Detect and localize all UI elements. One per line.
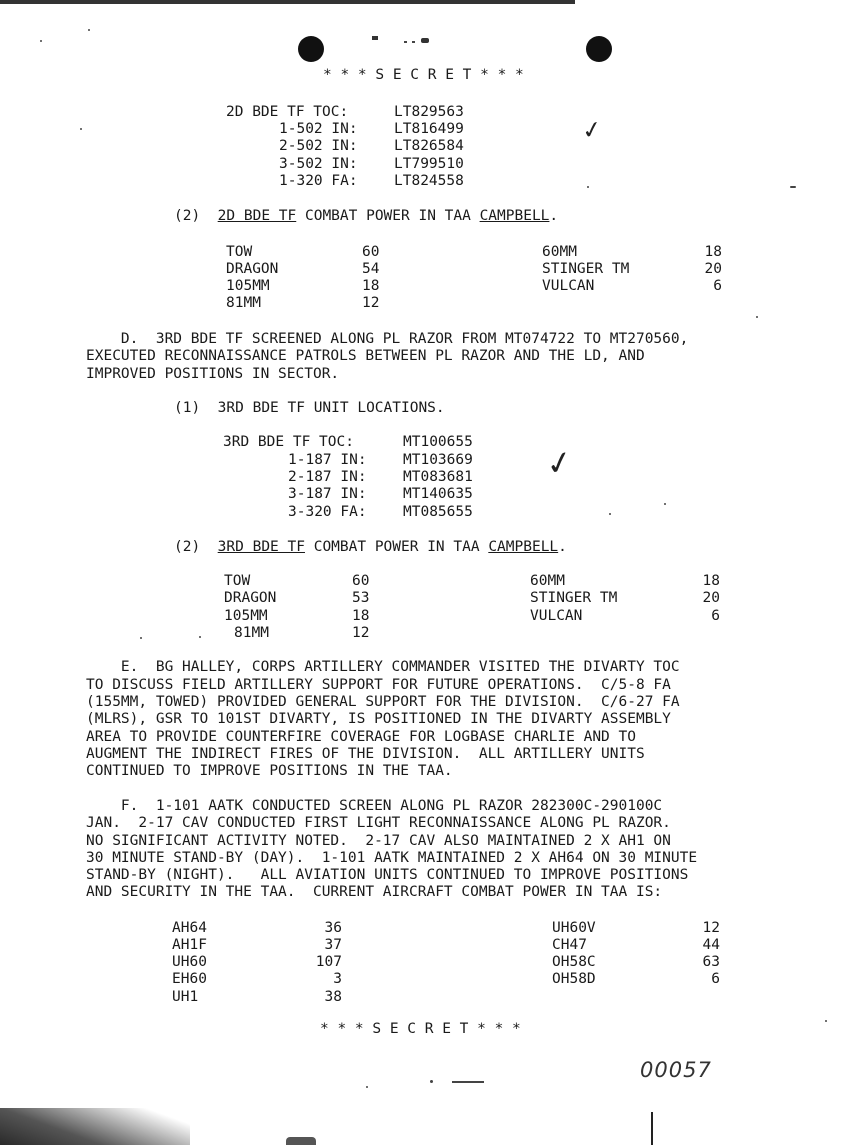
handwritten-check-mark: ✓	[579, 114, 605, 146]
location-unit: 3RD BDE TF TOC:	[223, 434, 354, 450]
paragraph-line: AUGMENT THE INDIRECT FIRES OF THE DIVISION. ALL ARTILLERY UNITS	[86, 746, 645, 762]
weapon-count: 18	[362, 278, 380, 294]
paragraph-line: EXECUTED RECONNAISSANCE PATROLS BETWEEN PL RAZOR AND THE LD, AND	[86, 348, 645, 364]
punch-hole-left	[298, 36, 324, 62]
aircraft-count: 37	[324, 937, 342, 953]
weapon-name: 105MM	[224, 608, 268, 624]
scan-speck	[140, 637, 142, 639]
location-unit: 3-502 IN:	[279, 156, 358, 172]
scan-mark	[452, 1081, 484, 1083]
aircraft-count: 36	[324, 920, 342, 936]
location-unit: 2-187 IN:	[288, 469, 367, 485]
location-grid: MT103669	[403, 452, 473, 468]
paragraph-line: F. 1-101 AATK CONDUCTED SCREEN ALONG PL RAZOR 282300C-290100C	[86, 798, 663, 814]
classification-footer: * * * S E C R E T * * *	[320, 1021, 521, 1037]
scan-speck	[372, 36, 378, 40]
aircraft-name: EH60	[172, 971, 207, 987]
scan-speck	[404, 41, 407, 43]
paragraph-line: (155MM, TOWED) PROVIDED GENERAL SUPPORT FOR THE DIVISION. C/6-27 FA	[86, 694, 680, 710]
weapon-name: VULCAN	[542, 278, 595, 294]
aircraft-name: UH1	[172, 989, 199, 1005]
bde3-location-heading	[174, 400, 445, 418]
paragraph-line: TO DISCUSS FIELD ARTILLERY SUPPORT FOR FUTURE OPERATIONS. C/5-8 FA	[86, 677, 671, 693]
aircraft-name: AH1F	[172, 937, 207, 953]
aircraft-count: 107	[315, 954, 342, 970]
location-grid: LT816499	[394, 121, 464, 137]
weapon-count: 6	[713, 278, 722, 294]
aircraft-count: 38	[324, 989, 342, 1005]
location-grid: LT826584	[394, 138, 464, 154]
aircraft-count: 12	[702, 920, 720, 936]
paragraph-line: (MLRS), GSR TO 101ST DIVARTY, IS POSITIONED IN THE DIVARTY ASSEMBLY	[86, 711, 671, 727]
paragraph-line: NO SIGNIFICANT ACTIVITY NOTED. 2-17 CAV ALSO MAINTAINED 2 X AH1 ON	[86, 833, 671, 849]
weapon-count: 18	[702, 573, 720, 589]
location-unit: 1-187 IN:	[288, 452, 367, 468]
location-unit: 2D BDE TF TOC:	[226, 104, 349, 120]
scan-speck	[88, 29, 90, 31]
location-unit: 2-502 IN:	[279, 138, 358, 154]
scan-speck	[587, 186, 589, 188]
heading-location: CAMPBELL	[488, 539, 559, 555]
heading-text: COMBAT POWER IN TAA	[304, 539, 489, 555]
scan-speck	[825, 1020, 827, 1022]
location-grid: MT140635	[403, 486, 473, 502]
weapon-count: 54	[362, 261, 380, 277]
paragraph-line: 30 MINUTE STAND-BY (DAY). 1-101 AATK MAINTAINED 2 X AH64 ON 30 MINUTE	[86, 850, 698, 866]
location-grid: MT085655	[403, 504, 473, 520]
weapon-count: 53	[352, 590, 370, 606]
paragraph-line: D. 3RD BDE TF SCREENED ALONG PL RAZOR FROM MT074722 TO MT270560,	[86, 331, 689, 347]
scan-speck	[421, 38, 429, 43]
aircraft-count: 3	[333, 971, 342, 987]
aircraft-count: 6	[711, 971, 720, 987]
weapon-count: 60	[352, 573, 370, 589]
punch-hole-right	[586, 36, 612, 62]
classification-header: * * * S E C R E T * * *	[323, 67, 524, 83]
scan-speck	[664, 503, 666, 505]
scan-speck	[790, 186, 796, 188]
page-number: 00057	[640, 1058, 712, 1082]
aircraft-name: UH60	[172, 954, 207, 970]
heading-location: CAMPBELL	[479, 208, 550, 224]
handwritten-check-mark: ✓	[542, 441, 577, 485]
weapon-name: 105MM	[226, 278, 270, 294]
location-grid: LT824558	[394, 173, 464, 189]
weapon-name: 81MM	[226, 295, 261, 311]
heading-unit: 2D BDE TF	[217, 208, 297, 224]
weapon-count: 60	[362, 244, 380, 260]
item-number: (1)	[174, 400, 201, 416]
weapon-name: 81MM	[234, 625, 269, 641]
scan-mark	[430, 1080, 433, 1083]
aircraft-name: CH47	[552, 937, 587, 953]
paragraph-line: IMPROVED POSITIONS IN SECTOR.	[86, 366, 340, 382]
paragraph-line: AREA TO PROVIDE COUNTERFIRE COVERAGE FOR LOGBASE CHARLIE AND TO	[86, 729, 636, 745]
scan-speck	[199, 636, 201, 638]
paragraph-line: JAN. 2-17 CAV CONDUCTED FIRST LIGHT RECONNAISSANCE ALONG PL RAZOR.	[86, 815, 671, 831]
heading-unit: 3RD BDE TF	[217, 539, 305, 555]
location-unit: 3-320 FA:	[288, 504, 367, 520]
weapon-count: 18	[352, 608, 370, 624]
weapon-count: 12	[352, 625, 370, 641]
heading-text: 3RD BDE TF UNIT LOCATIONS.	[217, 400, 445, 416]
weapon-name: DRAGON	[226, 261, 279, 277]
location-unit: 3-187 IN:	[288, 486, 367, 502]
weapon-count: 12	[362, 295, 380, 311]
aircraft-name: OH58C	[552, 954, 596, 970]
scan-speck	[756, 316, 758, 318]
bde2-power-heading	[174, 208, 558, 226]
weapon-name: TOW	[226, 244, 253, 260]
paragraph-line: STAND-BY (NIGHT). ALL AVIATION UNITS CONTINUED TO IMPROVE POSITIONS	[86, 867, 689, 883]
aircraft-name: AH64	[172, 920, 207, 936]
location-grid: MT100655	[403, 434, 473, 450]
aircraft-name: UH60V	[552, 920, 596, 936]
item-number: (2)	[174, 539, 201, 555]
location-unit: 1-320 FA:	[279, 173, 358, 189]
weapon-count: 20	[704, 261, 722, 277]
bde3-power-heading	[174, 539, 567, 557]
aircraft-count: 63	[702, 954, 720, 970]
top-edge-strip	[0, 0, 575, 4]
paragraph-line: AND SECURITY IN THE TAA. CURRENT AIRCRAFT COMBAT POWER IN TAA IS:	[86, 884, 663, 900]
weapon-name: 60MM	[530, 573, 565, 589]
scan-mark	[651, 1112, 653, 1145]
scan-speck	[40, 40, 42, 42]
scan-speck	[609, 513, 611, 515]
aircraft-name: OH58D	[552, 971, 596, 987]
weapon-count: 20	[702, 590, 720, 606]
weapon-name: DRAGON	[224, 590, 277, 606]
paragraph-line: E. BG HALLEY, CORPS ARTILLERY COMMANDER VISITED THE DIVARTY TOC	[86, 659, 680, 675]
weapon-name: TOW	[224, 573, 251, 589]
heading-text: COMBAT POWER IN TAA	[296, 208, 480, 224]
item-number: (2)	[174, 208, 201, 224]
heading-period: .	[549, 208, 559, 224]
aircraft-count: 44	[702, 937, 720, 953]
weapon-count: 6	[711, 608, 720, 624]
weapon-name: STINGER TM	[530, 590, 618, 606]
scan-corner-smudge	[0, 1108, 190, 1145]
scan-speck	[80, 128, 82, 130]
scan-speck	[366, 1086, 368, 1088]
weapon-name: VULCAN	[530, 608, 583, 624]
paragraph-line: CONTINUED TO IMPROVE POSITIONS IN THE TAA.	[86, 763, 453, 779]
weapon-name: STINGER TM	[542, 261, 630, 277]
location-unit: 1-502 IN:	[279, 121, 358, 137]
heading-period: .	[558, 539, 567, 555]
weapon-count: 18	[704, 244, 722, 260]
location-grid: MT083681	[403, 469, 473, 485]
scan-speck	[412, 41, 415, 43]
weapon-name: 60MM	[542, 244, 577, 260]
scan-mark	[286, 1137, 316, 1145]
location-grid: LT829563	[394, 104, 464, 120]
location-grid: LT799510	[394, 156, 464, 172]
